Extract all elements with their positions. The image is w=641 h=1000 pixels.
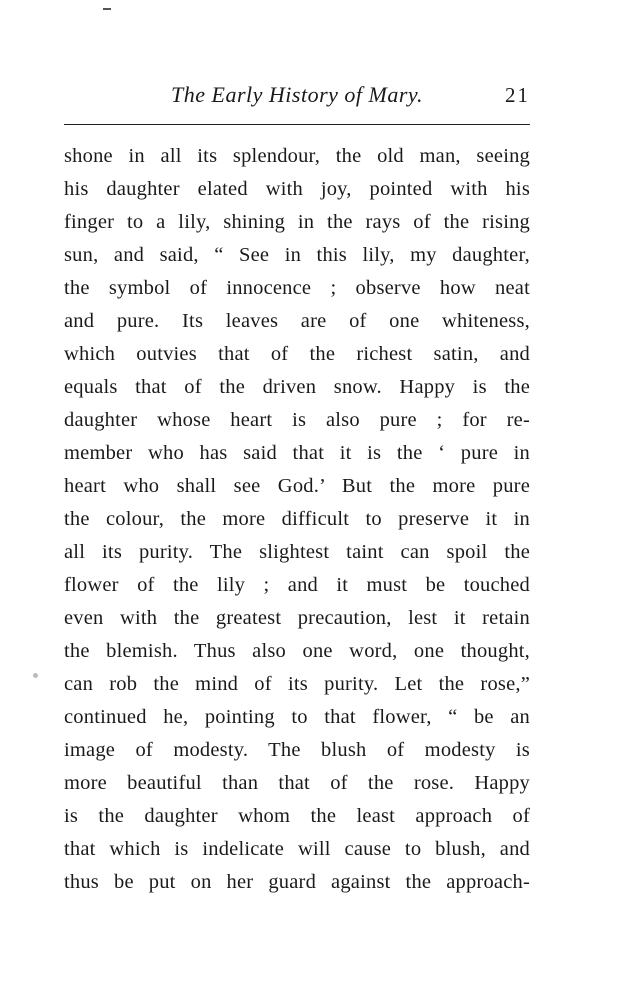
text-line: that which is indelicate will cause to blush, and	[64, 838, 530, 860]
text-line: shone in all its splendour, the old man, seeing	[64, 145, 530, 167]
text-line: member who has said that it is the ‘ pure in	[64, 442, 530, 464]
text-line: and pure. Its leaves are of one whiteness,	[64, 310, 530, 332]
text-line: can rob the mind of its purity. Let the rose,”	[64, 673, 530, 695]
text-line: even with the greatest precaution, lest it retain	[64, 607, 530, 629]
text-line: image of modesty. The blush of modesty is	[64, 739, 530, 761]
paper-speck	[33, 673, 38, 678]
text-line: flower of the lily ; and it must be touched	[64, 574, 530, 596]
header-rule	[64, 124, 530, 125]
text-line: thus be put on her guard against the approach-	[64, 871, 530, 893]
text-line: equals that of the driven snow. Happy is the	[64, 376, 530, 398]
text-line: all its purity. The slightest taint can spoil the	[64, 541, 530, 563]
page-header	[64, 80, 530, 114]
text-line: finger to a lily, shining in the rays of the rising	[64, 211, 530, 233]
text-line: the colour, the more difficult to preserve it in	[64, 508, 530, 530]
text-line: which outvies that of the richest satin, and	[64, 343, 530, 365]
running-title: The Early History of Mary.	[171, 82, 423, 107]
text-line: his daughter elated with joy, pointed with his	[64, 178, 530, 200]
text-line: is the daughter whom the least approach of	[64, 805, 530, 827]
text-line: sun, and said, “ See in this lily, my daughter,	[64, 244, 530, 266]
text-line: heart who shall see God.’ But the more pure	[64, 475, 530, 497]
text-line: the symbol of innocence ; observe how neat	[64, 277, 530, 299]
body-text	[64, 140, 530, 899]
text-line: daughter whose heart is also pure ; for re-	[64, 409, 530, 431]
text-line: continued he, pointing to that flower, “ be an	[64, 706, 530, 728]
text-line: the blemish. Thus also one word, one thought,	[64, 640, 530, 662]
page-mark	[103, 8, 111, 10]
page-number: 21	[505, 83, 530, 107]
text-line: more beautiful than that of the rose. Happy	[64, 772, 530, 794]
